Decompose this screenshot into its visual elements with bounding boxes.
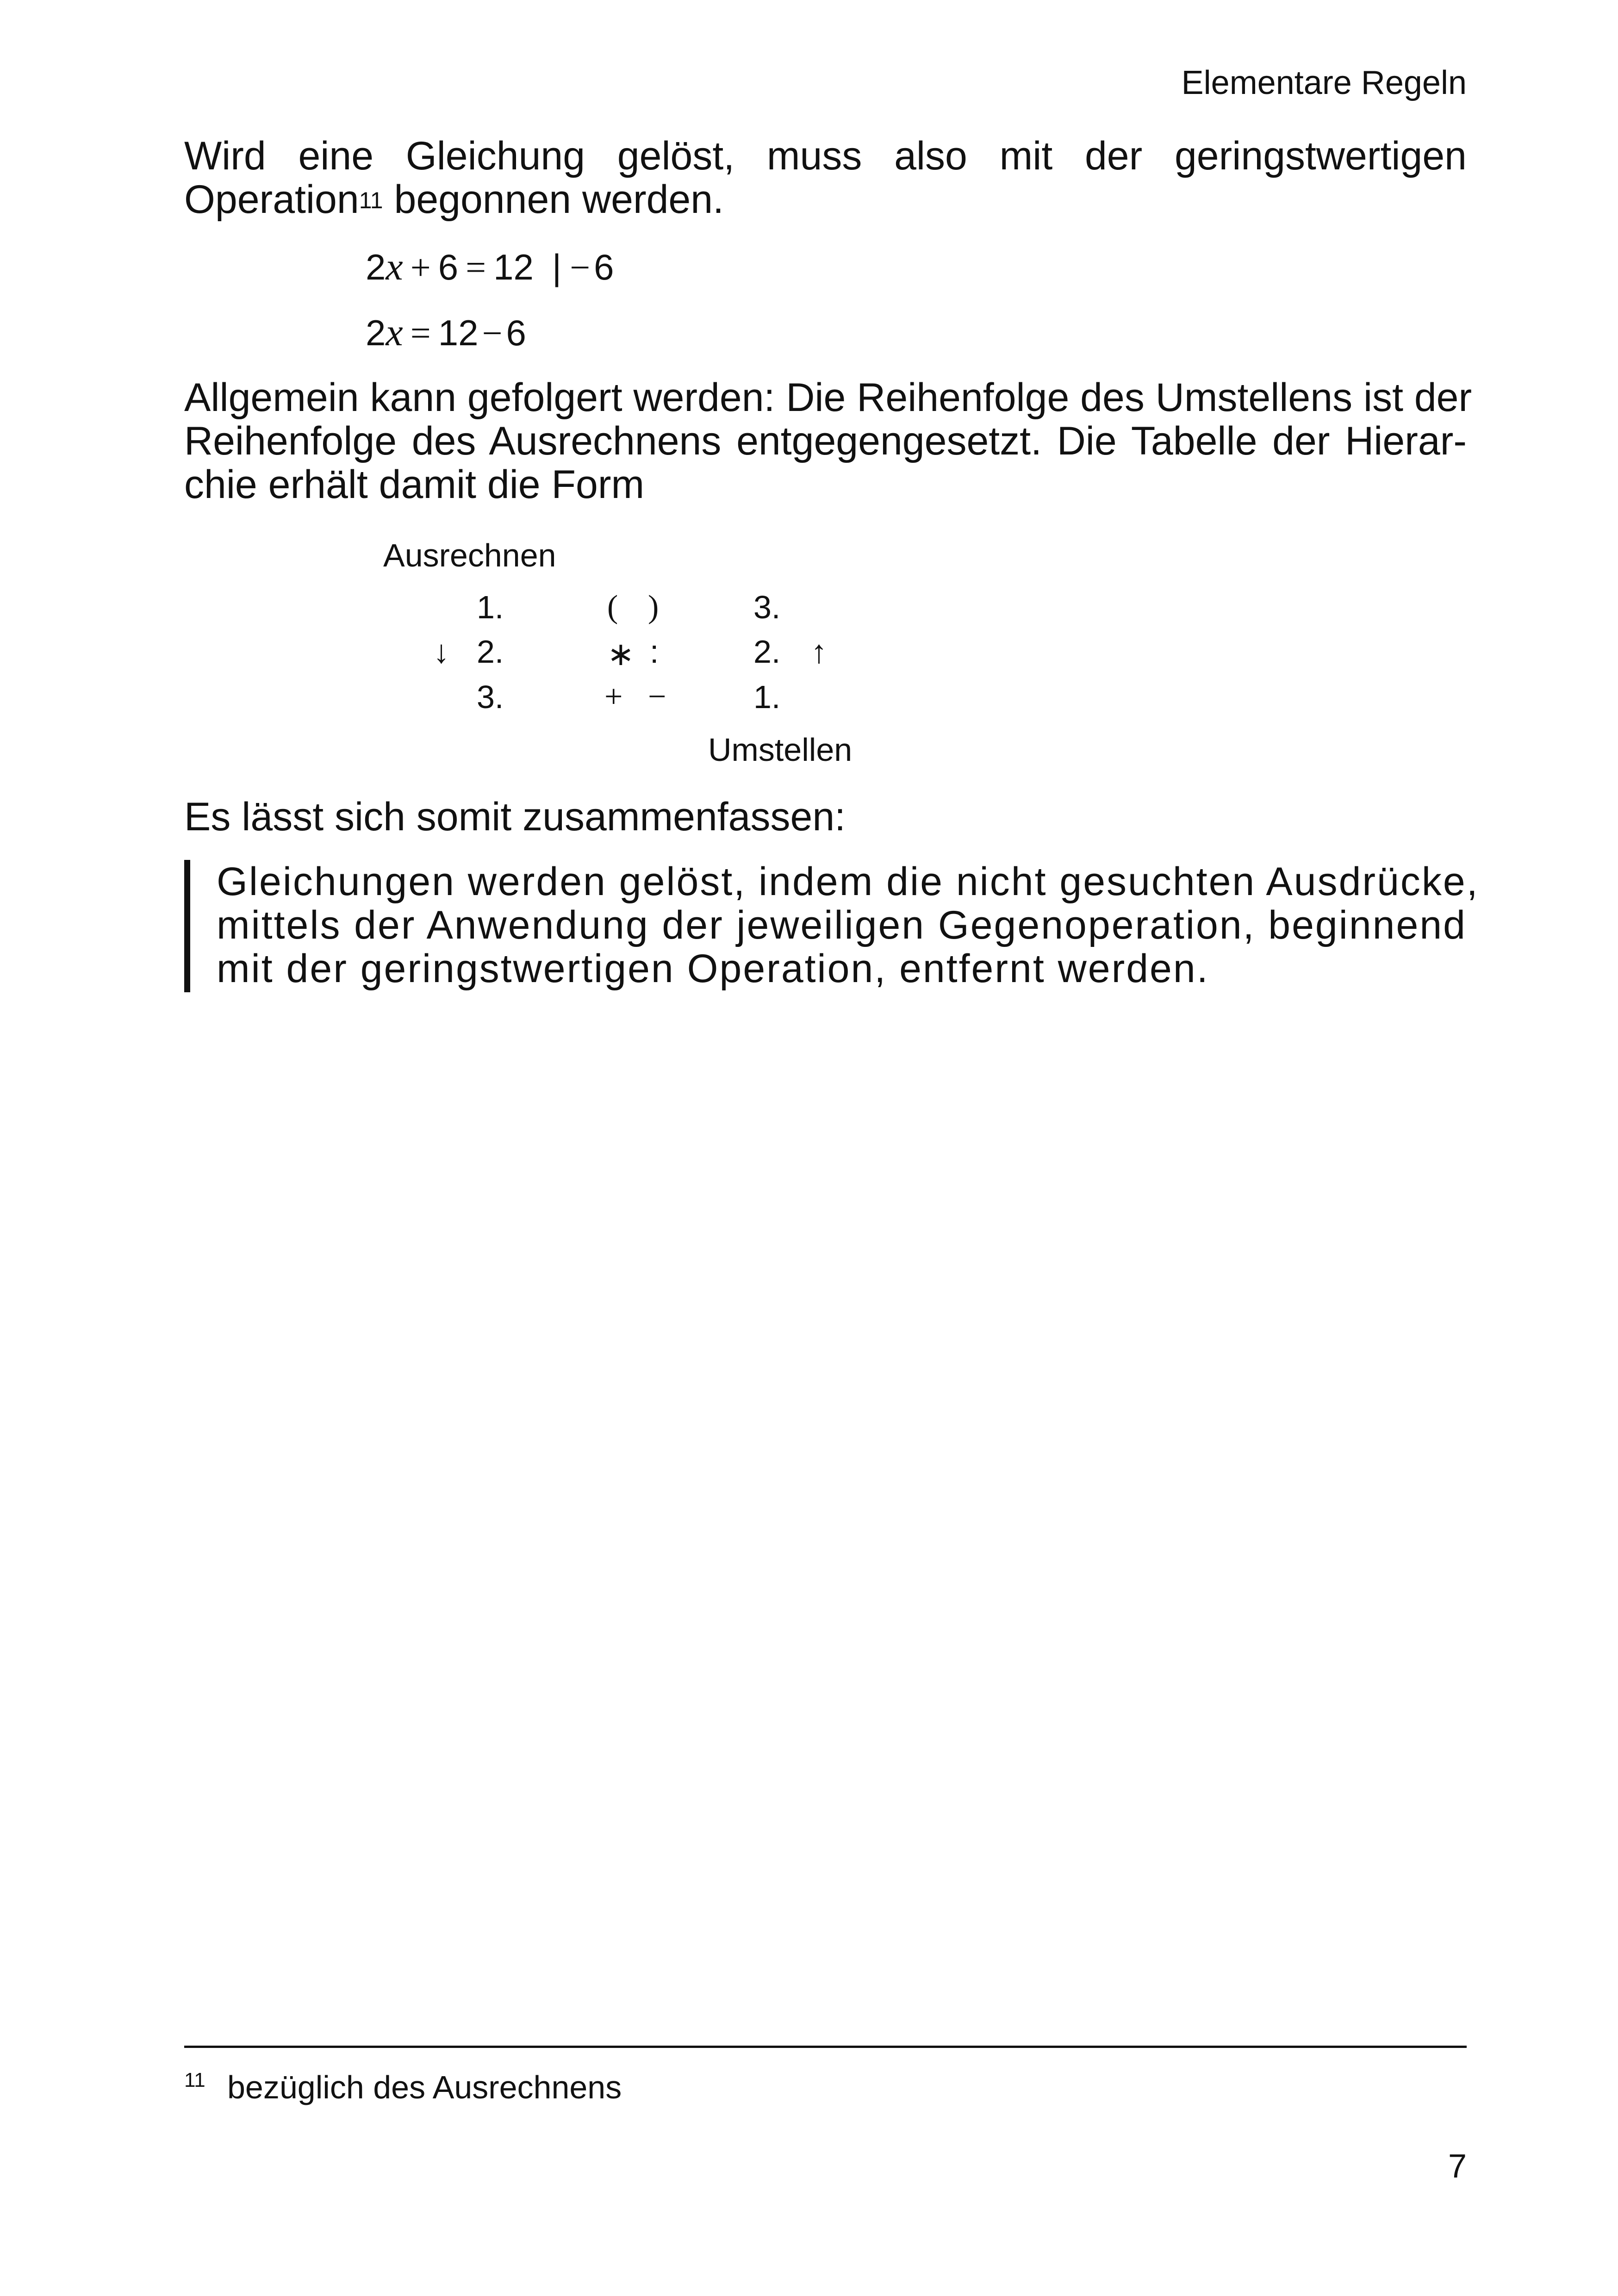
paragraph-line: Reihenfolge des Ausrechnens entgegengesetzt. Die Tabelle der Hierar- (184, 419, 1467, 463)
equation-2 (366, 310, 526, 355)
eq-coefficient: 2 (366, 247, 386, 287)
footnote-divider (184, 2046, 1467, 2048)
eq-number: 6 (594, 247, 614, 287)
table-operator: − (648, 679, 666, 715)
eq-number: 6 (438, 247, 459, 287)
eq-operator: − (570, 247, 591, 287)
summary-line: mittels der Anwendung der jeweiligen Gegenoperation, beginnend (217, 903, 1467, 947)
summary-line: Gleichungen werden gelöst, indem die nicht gesuchten Ausdrücke, (217, 859, 1479, 904)
summary-left-bar (184, 860, 190, 992)
eq-operator: = (410, 313, 431, 353)
up-arrow-icon: ↑ (811, 634, 827, 670)
eq-operator: = (466, 247, 486, 287)
down-arrow-icon: ↓ (433, 634, 449, 670)
table-left-rank: 2. (477, 634, 504, 670)
table-left-rank: 3. (477, 679, 504, 715)
text-span: begonnen werden. (383, 177, 724, 222)
table-right-rank: 2. (753, 634, 781, 670)
table-right-rank: 1. (753, 679, 781, 715)
eq-variable: x (386, 311, 403, 354)
eq-coefficient: 2 (366, 312, 386, 353)
paragraph-intro (184, 134, 1467, 221)
page-number: 7 (1448, 2148, 1467, 2185)
footnote-number: 11 (184, 2069, 205, 2091)
table-operator: ) (648, 589, 659, 625)
table-left-rank: 1. (477, 589, 504, 625)
footnote-reference[interactable]: 11 (359, 187, 383, 213)
running-header: Elementare Regeln (1181, 64, 1467, 101)
summary-line: mit der geringstwertigen Operation, entfernt werden. (217, 946, 1209, 991)
table-bottom-label: Umstellen (708, 732, 853, 768)
eq-bar: | (552, 247, 562, 287)
eq-number: 6 (506, 312, 526, 353)
eq-number: 12 (438, 312, 479, 353)
paragraph-general (184, 375, 1472, 507)
eq-number: 12 (493, 247, 534, 287)
paragraph-line: Wird eine Gleichung gelöst, muss also mit der geringstwertigen (184, 134, 1467, 178)
paragraph-line: Es lässt sich somit zusammenfassen: (184, 795, 846, 839)
eq-operator: − (482, 313, 503, 353)
paragraph-line: chie erhält damit die Form (184, 462, 645, 507)
footnote-text: bezüglich des Ausrechnens (227, 2069, 622, 2105)
summary-box (217, 859, 1479, 991)
paragraph-line: Allgemein kann gefolgert werden: Die Reihenfolge des Umstellens ist der (184, 375, 1472, 420)
paragraph-line (184, 178, 1467, 221)
paragraph-summary-intro (184, 795, 1467, 839)
eq-operator: + (410, 247, 431, 287)
table-operator: : (650, 634, 659, 670)
text-span: Operation (184, 177, 359, 222)
equation-1 (366, 244, 614, 289)
eq-variable: x (386, 245, 403, 288)
table-top-label: Ausrechnen (383, 537, 556, 573)
table-operator: + (604, 679, 623, 715)
table-operator: ( (607, 589, 618, 625)
table-right-rank: 3. (753, 589, 781, 625)
table-operator: ∗ (607, 637, 635, 672)
